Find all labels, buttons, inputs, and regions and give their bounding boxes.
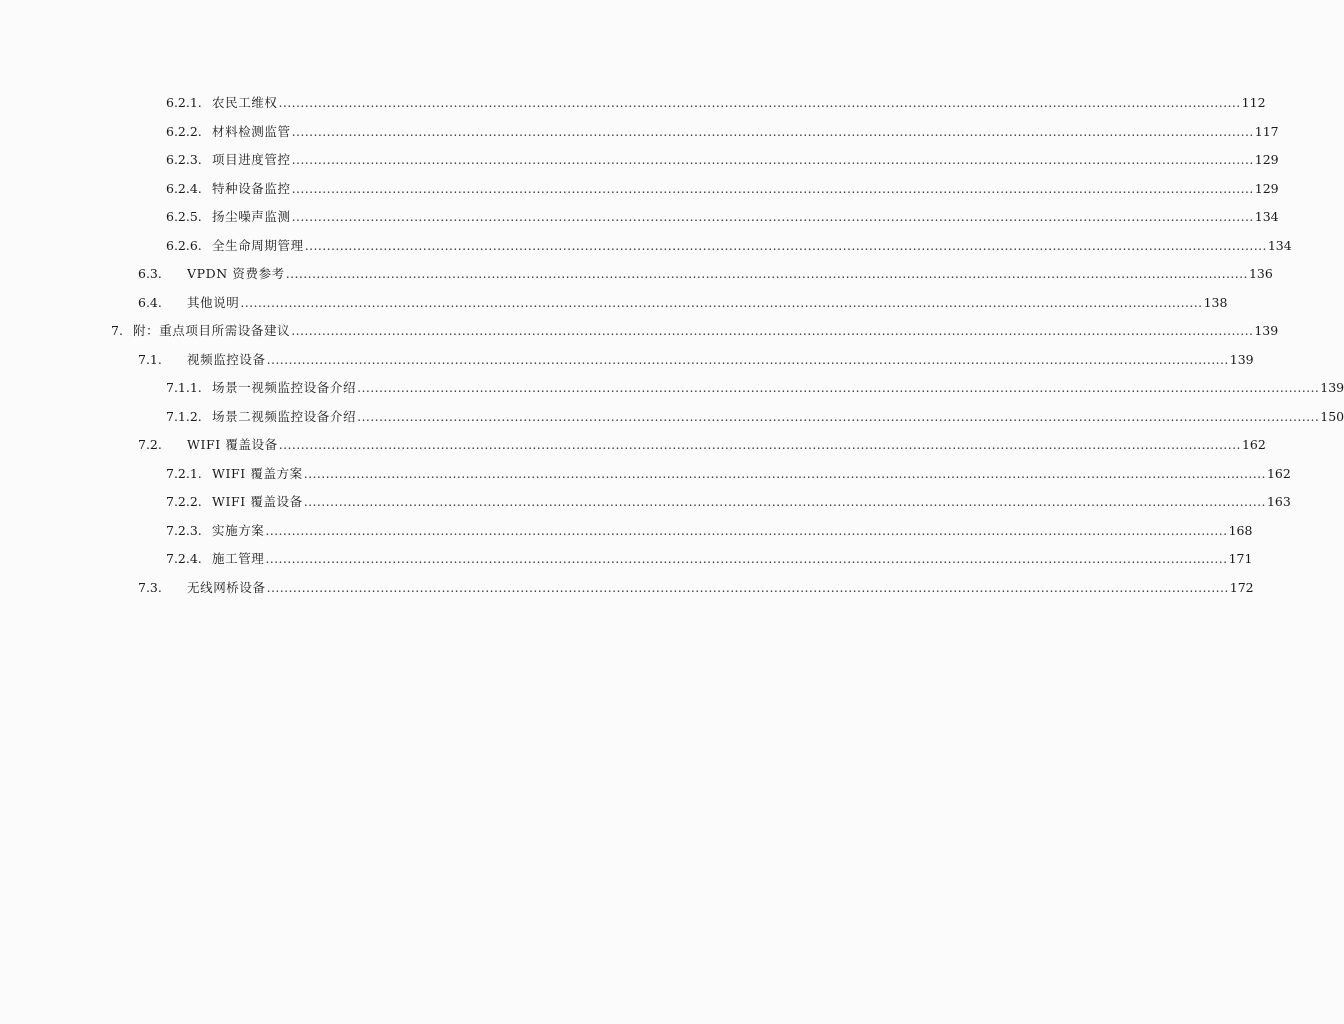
toc-entry-page: 117 xyxy=(1254,123,1279,139)
toc-entry-number: 6.2.6. xyxy=(166,237,202,253)
toc-entry-title: 视频监控设备 xyxy=(187,351,266,367)
toc-entry-number: 7.3. xyxy=(138,579,162,595)
toc-entry-page: 134 xyxy=(1254,209,1279,224)
toc-entry-6-2-3[interactable] xyxy=(0,146,1279,175)
toc-entry-number: 7.2. xyxy=(138,437,162,452)
toc-entry-7[interactable] xyxy=(0,317,1279,346)
toc-entry-7-1-1[interactable] xyxy=(0,374,1344,403)
toc-entry-title: 全生命周期管理 xyxy=(212,237,304,253)
toc-entry-7-2-1[interactable] xyxy=(0,460,1291,489)
toc-entry-page: 172 xyxy=(1229,579,1254,595)
toc-entry-title: 施工管理 xyxy=(212,551,265,566)
dot-leader: ............................................................................................................................................................................................................................ xyxy=(265,522,1228,538)
toc-entry-number: 7. xyxy=(111,323,123,338)
toc-entry-page: 136 xyxy=(1248,266,1273,281)
toc-entry-title: 扬尘噪声监测 xyxy=(212,209,291,224)
toc-entry-title: WIFI 覆盖设备 xyxy=(187,437,278,452)
dot-leader: ............................................................................................................................................................................................................................ xyxy=(291,323,1254,338)
toc-entry-title: 无线网桥设备 xyxy=(187,579,266,595)
dot-leader: ............................................................................................................................................................................................................................ xyxy=(285,266,1248,281)
dot-leader: ............................................................................................................................................................................................................................ xyxy=(291,209,1254,224)
dot-leader: ............................................................................................................................................................................................................................ xyxy=(357,408,1320,424)
toc-entry-page: 171 xyxy=(1228,551,1253,566)
toc-entry-title: 场景一视频监控设备介绍 xyxy=(212,380,357,395)
toc-entry-number: 6.2.4. xyxy=(166,180,202,196)
dot-leader: ............................................................................................................................................................................................................................ xyxy=(303,465,1266,481)
toc-entry-page: 129 xyxy=(1254,152,1279,167)
toc-entry-title: 其他说明 xyxy=(187,294,240,310)
dot-leader: ............................................................................................................................................................................................................................ xyxy=(240,294,1203,310)
toc-entry-number: 6.2.5. xyxy=(166,209,202,224)
toc-entry-page: 162 xyxy=(1241,437,1266,452)
toc-entry-title: 场景二视频监控设备介绍 xyxy=(212,408,357,424)
toc-entry-title: 项目进度管控 xyxy=(212,152,291,167)
toc-entry-title: WIFI 覆盖设备 xyxy=(212,494,303,509)
dot-leader: ............................................................................................................................................................................................................................ xyxy=(291,180,1254,196)
toc-entry-6-2-1[interactable] xyxy=(0,89,1266,118)
toc-entry-number: 7.1.1. xyxy=(166,380,202,395)
toc-entry-title: VPDN 资费参考 xyxy=(187,266,285,281)
toc-entry-title: 附：重点项目所需设备建议 xyxy=(133,323,291,338)
toc-entry-title: 实施方案 xyxy=(212,522,265,538)
toc-entry-6-2-5[interactable] xyxy=(0,203,1279,232)
toc-entry-number: 6.4. xyxy=(138,294,162,310)
toc-entry-page: 150 xyxy=(1320,408,1344,424)
toc-entry-number: 6.2.2. xyxy=(166,123,202,139)
toc-entry-title: 农民工维权 xyxy=(212,95,278,110)
table-of-contents xyxy=(0,89,1344,602)
dot-leader: ............................................................................................................................................................................................................................ xyxy=(266,579,1229,595)
dot-leader: ............................................................................................................................................................................................................................ xyxy=(303,494,1266,509)
dot-leader: ............................................................................................................................................................................................................................ xyxy=(265,551,1228,566)
toc-entry-number: 7.1.2. xyxy=(166,408,202,424)
toc-entry-7-2[interactable] xyxy=(0,431,1266,460)
toc-entry-7-2-4[interactable] xyxy=(0,545,1253,574)
toc-entry-title: 材料检测监管 xyxy=(212,123,291,139)
toc-entry-page: 139 xyxy=(1320,380,1344,395)
toc-entry-number: 6.3. xyxy=(138,266,162,281)
toc-entry-7-1-2[interactable] xyxy=(0,403,1344,432)
toc-entry-6-2-6[interactable] xyxy=(0,232,1292,261)
toc-entry-7-3[interactable] xyxy=(0,574,1254,603)
toc-entry-page: 139 xyxy=(1254,323,1279,338)
toc-entry-number: 6.2.3. xyxy=(166,152,202,167)
toc-entry-page: 162 xyxy=(1266,465,1291,481)
toc-entry-page: 129 xyxy=(1254,180,1279,196)
toc-entry-number: 6.2.1. xyxy=(166,95,202,110)
toc-entry-7-2-3[interactable] xyxy=(0,517,1253,546)
toc-entry-page: 168 xyxy=(1228,522,1253,538)
dot-leader: ............................................................................................................................................................................................................................ xyxy=(278,437,1241,452)
toc-entry-6-3[interactable] xyxy=(0,260,1273,289)
dot-leader: ............................................................................................................................................................................................................................ xyxy=(304,237,1267,253)
toc-entry-page: 134 xyxy=(1267,237,1292,253)
toc-entry-number: 7.2.4. xyxy=(166,551,202,566)
dot-leader: ............................................................................................................................................................................................................................ xyxy=(357,380,1320,395)
toc-entry-number: 7.1. xyxy=(138,351,162,367)
dot-leader: ............................................................................................................................................................................................................................ xyxy=(266,351,1229,367)
toc-entry-page: 138 xyxy=(1203,294,1228,310)
toc-entry-number: 7.2.1. xyxy=(166,465,202,481)
toc-entry-page: 139 xyxy=(1229,351,1254,367)
toc-entry-page: 112 xyxy=(1241,95,1266,110)
toc-entry-page: 163 xyxy=(1266,494,1291,509)
toc-entry-6-2-2[interactable] xyxy=(0,118,1279,147)
toc-entry-7-1[interactable] xyxy=(0,346,1254,375)
dot-leader: ............................................................................................................................................................................................................................ xyxy=(291,152,1254,167)
dot-leader: ............................................................................................................................................................................................................................ xyxy=(278,95,1241,110)
toc-entry-title: 特种设备监控 xyxy=(212,180,291,196)
toc-entry-number: 7.2.2. xyxy=(166,494,202,509)
toc-entry-7-2-2[interactable] xyxy=(0,488,1291,517)
dot-leader: ............................................................................................................................................................................................................................ xyxy=(291,123,1254,139)
toc-entry-6-4[interactable] xyxy=(0,289,1228,318)
toc-entry-6-2-4[interactable] xyxy=(0,175,1279,204)
toc-entry-number: 7.2.3. xyxy=(166,522,202,538)
toc-entry-title: WIFI 覆盖方案 xyxy=(212,465,303,481)
